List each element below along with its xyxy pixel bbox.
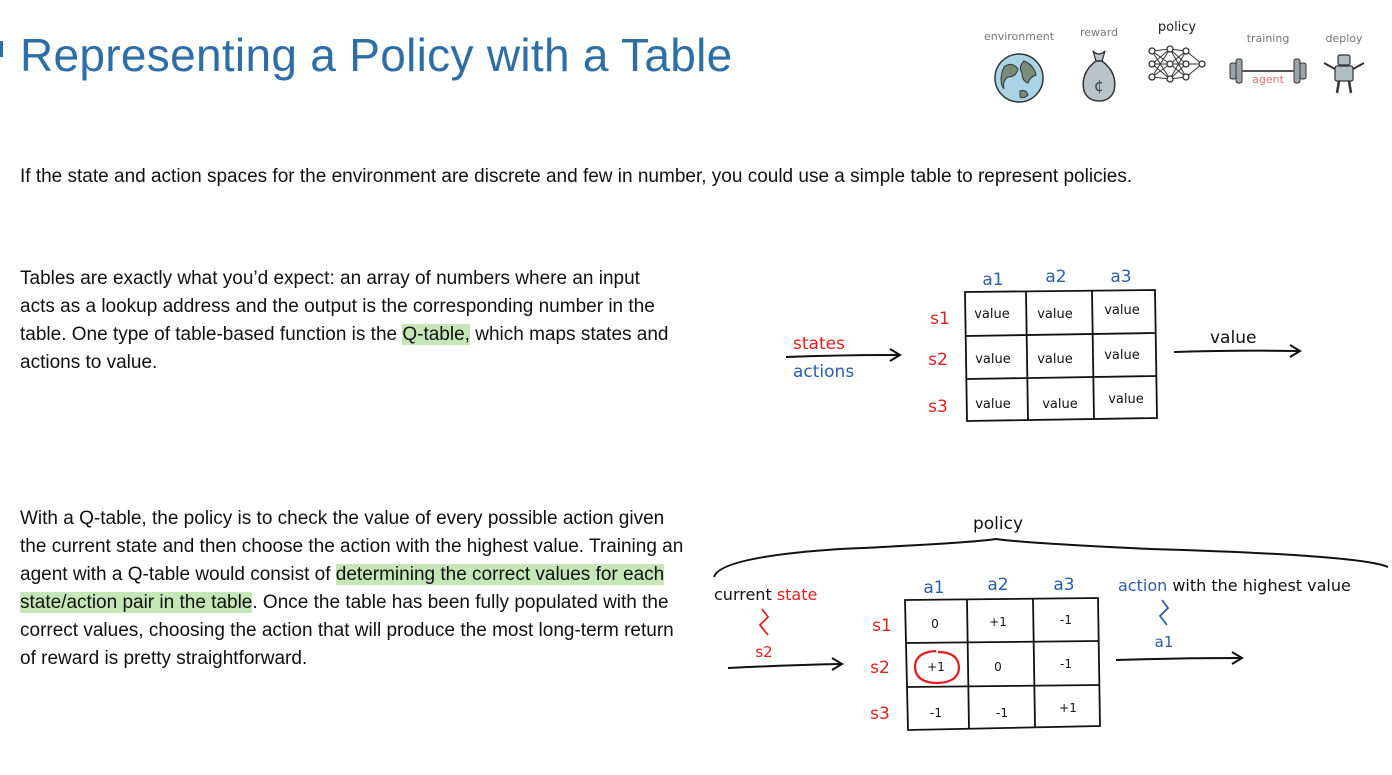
barbell-icon — [1228, 53, 1308, 89]
para2-text-after: . Once the table has been fully populated with the correct values, choosing the action that will produce the most long-term return of reward is pretty straightforward. — [20, 592, 674, 669]
squiggle-down-icon — [1160, 600, 1168, 625]
column-header-a1: a1 — [982, 270, 1004, 290]
cell-value: +1 — [1059, 701, 1077, 715]
row-header-s2: s2 — [928, 350, 948, 370]
state-input-arrow — [728, 664, 840, 668]
cell-value: value — [1104, 348, 1140, 363]
nav-label-policy: policy — [1157, 20, 1197, 35]
nav-item-environment[interactable] — [980, 30, 1058, 105]
robot-icon — [1321, 53, 1367, 95]
policy-brace — [714, 539, 1388, 577]
page-title: Representing a Policy with a Table — [20, 29, 733, 81]
output-action-label: action with the highest value — [1118, 576, 1351, 595]
cell-value: value — [1042, 397, 1078, 412]
policy-selection-diagram — [700, 505, 1390, 745]
globe-icon — [990, 51, 1048, 105]
pipeline-nav — [980, 18, 1380, 108]
column-header-a2: a2 — [1045, 267, 1067, 287]
cell-value: -1 — [996, 706, 1008, 720]
cell-value: 0 — [931, 617, 939, 631]
cell-value: value — [1037, 307, 1073, 322]
paragraph-table-description — [20, 265, 670, 377]
q-table-highlight: Q-table, — [402, 324, 470, 345]
column-header-a2: a2 — [987, 575, 1009, 595]
cell-value: value — [974, 307, 1010, 322]
value-output-arrow — [1160, 320, 1310, 370]
cell-value: +1 — [989, 615, 1007, 629]
policy-brace-label: policy — [972, 514, 1024, 534]
actions-label: actions — [793, 362, 855, 382]
states-label: states — [793, 334, 845, 354]
cell-value: value — [1037, 352, 1073, 367]
money-bag-icon — [1079, 47, 1119, 103]
para1-text-before: Tables are exactly what you’d expect: an array of numbers where an input acts as a lookup address and the output is the corresponding number in the table. One type of table-based function is the — [20, 268, 655, 345]
row-header-s1: s1 — [872, 616, 892, 636]
intro-text: If the state and action spaces for the environment are discrete and few in number, you could use a simple table to represent policies. — [20, 166, 1133, 187]
column-header-a3: a3 — [1053, 575, 1075, 595]
current-state-value: s2 — [755, 643, 773, 661]
para1-text-after: which maps states and actions to value. — [20, 324, 669, 373]
nav-label-deploy: deploy — [1325, 32, 1363, 45]
squiggle-down-icon — [760, 609, 768, 635]
svg-text:¢: ¢ — [1093, 76, 1105, 95]
nav-item-deploy[interactable] — [1316, 32, 1372, 95]
nav-item-reward[interactable] — [1070, 26, 1128, 103]
current-state-label: current state — [714, 585, 818, 604]
output-action-value: a1 — [1154, 633, 1174, 651]
cell-value: -1 — [1060, 613, 1072, 627]
cell-value: value — [975, 397, 1011, 412]
nav-item-training[interactable] — [1228, 32, 1308, 89]
cell-value: -1 — [1060, 657, 1072, 671]
row-header-s1: s1 — [930, 309, 950, 329]
column-header-a1: a1 — [923, 578, 945, 598]
title-accent-bar — [0, 41, 3, 57]
cell-value: -1 — [930, 706, 942, 720]
row-header-s3: s3 — [928, 397, 948, 417]
row-header-s2: s2 — [870, 658, 890, 678]
row-header-s3: s3 — [870, 704, 890, 724]
column-header-a3: a3 — [1110, 267, 1132, 287]
action-output-arrow — [1116, 658, 1240, 660]
cell-value: +1 — [927, 660, 945, 674]
para2-text-before: With a Q-table, the policy is to check the value of every possible action given the current state and then choose the action with the highest value. Training an agent with a Q-table would consist of — [20, 508, 684, 585]
paragraph-q-table-policy — [20, 505, 685, 673]
nav-label-environment: environment — [983, 30, 1055, 43]
cell-value: value — [1108, 392, 1144, 407]
nav-label-reward: reward — [1079, 26, 1119, 39]
nav-item-policy[interactable] — [1144, 20, 1210, 85]
output-value-label: value — [1210, 328, 1257, 348]
training-agent-text: agent — [1252, 73, 1284, 86]
cell-value: value — [1104, 303, 1140, 318]
q-table-diagram — [780, 255, 1144, 435]
cell-value: value — [975, 352, 1011, 367]
nav-label-training: training — [1246, 32, 1290, 45]
training-highlight: determining the correct values for each state/action pair in the table — [20, 564, 665, 613]
neural-network-icon — [1146, 43, 1208, 85]
cell-value: 0 — [994, 660, 1002, 674]
input-arrow — [786, 355, 898, 357]
